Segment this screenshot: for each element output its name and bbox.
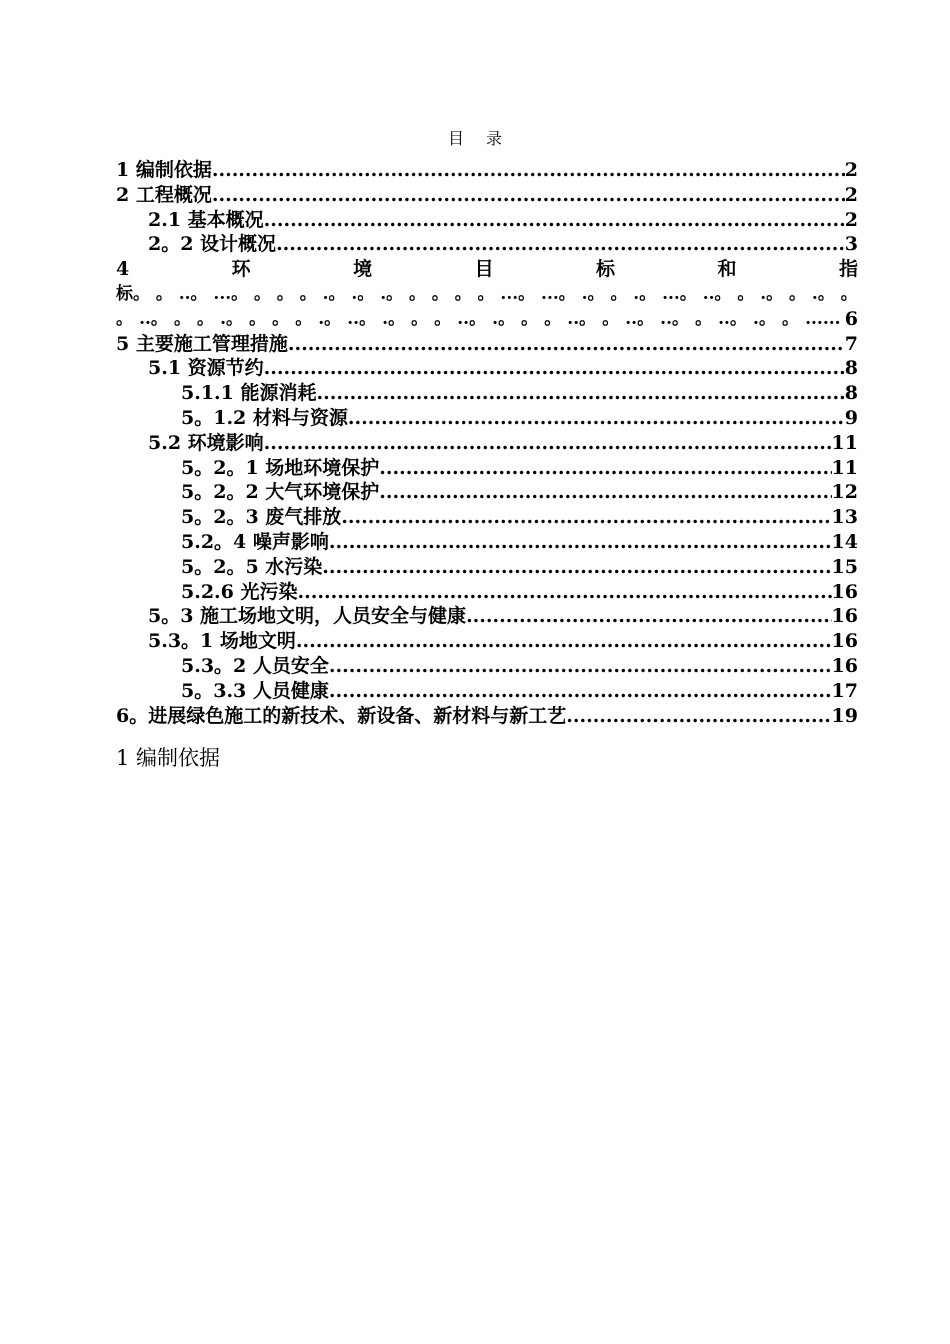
toc-entry-4-token: .。: [633, 283, 657, 304]
toc-entry-4-token: 。: [411, 308, 429, 329]
toc-leader-dots: [317, 381, 845, 406]
toc-entry-4-token: .。: [318, 308, 342, 329]
toc-entry[interactable]: [116, 555, 858, 580]
toc-entry-4-token: 标: [596, 258, 616, 281]
toc-entry-4-token: ..。: [347, 308, 377, 329]
toc-leader-dots: [329, 679, 832, 704]
toc-entry-4-token: 。: [610, 283, 628, 304]
toc-entry-label: 5.3。1 场地文明: [148, 630, 296, 653]
toc-entry-4-token: 。: [521, 308, 539, 329]
toc-entry-4-token: 。: [197, 308, 215, 329]
toc-entry-page: 19: [831, 704, 858, 727]
toc-entry-page: 17: [831, 679, 858, 702]
toc-leader-dots: [566, 704, 831, 729]
toc-entry-4-token: 。: [840, 283, 858, 304]
toc-entry-label: 5。3.3 人员健康: [181, 679, 329, 702]
toc-entry-4-token: ..。: [178, 283, 208, 304]
toc-entry[interactable]: [116, 654, 858, 679]
toc-entry-4-token: 。: [295, 308, 313, 329]
toc-entry[interactable]: [116, 629, 858, 654]
toc-entry-4-token: ..。: [718, 308, 747, 329]
toc-entry-4-token: ..。: [457, 308, 487, 329]
toc-entry-4-token: ..。: [625, 308, 655, 329]
toc-entry-label: 5。3 施工场地文明，人员安全与健康: [148, 605, 467, 628]
toc-leader-dots: [264, 431, 832, 456]
toc-entry[interactable]: [116, 456, 858, 481]
toc-entry-label: 5。2。1 场地环境保护: [181, 456, 380, 479]
toc-entry[interactable]: [116, 580, 858, 605]
toc-entry-4-token: 。: [408, 283, 426, 304]
toc-entry-page: 15: [831, 555, 858, 578]
toc-entry-label: 2。2 设计概况: [148, 233, 277, 256]
toc-entry-page: 8: [844, 382, 858, 405]
toc-entry-page: 2: [844, 183, 858, 206]
toc-entry-4-token: ..。: [139, 308, 168, 329]
toc-entry-4-line-2: [116, 282, 858, 307]
toc-leader-dots: [466, 604, 831, 629]
toc-leader-dots: [329, 654, 832, 679]
toc-entry-4-token: 4: [116, 258, 130, 281]
toc-leader-dots: [264, 356, 845, 381]
toc-entry-4-token: ...。: [213, 283, 249, 304]
toc-entry[interactable]: [116, 679, 858, 704]
toc-entry-4-token: .。: [492, 308, 516, 329]
toc-entry-4-token: ...。: [500, 283, 536, 304]
toc-entry-4-token: 。: [737, 283, 755, 304]
toc-entry-page: 3: [844, 233, 858, 256]
toc-entry-4-token: 目: [474, 258, 494, 281]
toc-entry-4-token: 。: [434, 308, 452, 329]
toc-entry[interactable]: [116, 381, 858, 406]
toc-leader-dots: [379, 456, 831, 481]
toc-leader-dots: [298, 580, 832, 605]
toc-entry-4-token: ..。: [702, 283, 732, 304]
toc-entry[interactable]: [116, 704, 858, 729]
toc-entry[interactable]: [116, 505, 858, 530]
toc-entry[interactable]: [116, 356, 858, 381]
toc-entry-4-token: .。: [220, 308, 244, 329]
toc-entry-4-token: ...。: [541, 283, 576, 304]
toc-entry-page: 13: [831, 506, 858, 529]
toc-title-char-2: 录: [486, 129, 503, 148]
toc-leader-dots: [212, 183, 845, 208]
toc-entry-4-token: 和: [717, 258, 737, 281]
toc-entry-page: 11: [831, 431, 858, 454]
toc-entry-4-token: .。: [811, 283, 835, 304]
toc-leader-dots: [329, 530, 832, 555]
toc-entry-page: 16: [831, 654, 858, 677]
toc-entry-label: 2 工程概况: [116, 183, 212, 206]
toc-entry-4-token: 。: [249, 308, 267, 329]
toc-entry-4-token: 。: [431, 283, 449, 304]
toc-entry-label: 5。2。2 大气环境保护: [181, 481, 380, 504]
toc-leader-dots: [276, 232, 845, 257]
toc-entry-4-token: .。: [753, 308, 776, 329]
toc-entry-page: 16: [831, 630, 858, 653]
toc-entry-4-token: .。: [380, 283, 404, 304]
toc-entry-label: 5.1.1 能源消耗: [181, 382, 317, 405]
toc-title-char-1: 目: [447, 129, 464, 148]
toc-entry-4-token: .。: [760, 283, 784, 304]
toc-entry-4-token: 。: [789, 283, 807, 304]
toc-entry-4-token: 。: [602, 308, 620, 329]
toc-entry-4-token: 。: [254, 283, 272, 304]
toc-entry-4-token: ...。: [662, 283, 697, 304]
toc-entry[interactable]: [116, 208, 858, 233]
toc-leader-dots: [296, 629, 832, 654]
toc-entry-4-token: ..。: [567, 308, 597, 329]
toc-entry-label: 6。进展绿色施工的新技术、新设备、新材料与新工艺: [116, 704, 567, 727]
toc-entry-4-token: 。: [276, 283, 294, 304]
toc-entry-4-token: 。: [116, 308, 133, 329]
toc-title: [0, 126, 950, 149]
toc-entry-page: 14: [831, 530, 858, 553]
toc-entry-label: 5.1 资源节约: [148, 357, 264, 380]
toc-entry-4-token: .。: [581, 283, 605, 304]
toc-entry-4-token: 。: [299, 283, 317, 304]
toc-entry-4-token: 。: [173, 308, 191, 329]
toc-entry[interactable]: [116, 406, 858, 431]
toc-entry-4-token: .。: [382, 308, 406, 329]
toc-entry-page: 2: [844, 159, 858, 181]
toc-entry-4-token: .。: [322, 283, 346, 304]
toc-entry-page: 16: [831, 605, 858, 628]
toc-entry-page: 16: [831, 580, 858, 603]
toc-entry-4-token: 。: [272, 308, 290, 329]
toc-entry-4-token: 标。: [116, 283, 150, 304]
toc-entry-page: 2: [844, 208, 858, 231]
toc-leader-dots: [341, 505, 831, 530]
toc-entry-4-token: 环: [231, 258, 251, 281]
toc-entry-label: 5.2。4 噪声影响: [181, 530, 329, 553]
toc-entry-4-justified[interactable]: [116, 257, 858, 331]
toc-leader-dots: [264, 208, 845, 233]
toc-entry-4-token: .。: [351, 283, 375, 304]
toc-entry-4-token: 。: [695, 308, 713, 329]
toc-entry-4-line-1: [116, 257, 858, 282]
toc-entry-4-line-3: [116, 307, 858, 332]
section-heading: 1 编制依据: [116, 746, 221, 770]
toc-entry[interactable]: [116, 158, 858, 183]
toc-leader-dots: [288, 332, 845, 357]
toc-entry-page: 6: [844, 307, 858, 330]
toc-entry-label: 5.3。2 人员安全: [181, 654, 329, 677]
toc-entry-4-token: 。: [477, 283, 495, 304]
toc-entry-4-token: 。: [454, 283, 472, 304]
toc-entry-label: 2.1 基本概况: [148, 208, 264, 231]
toc-entry[interactable]: [116, 604, 858, 629]
toc-entry-page: 8: [844, 357, 858, 380]
toc-entry-label: 5 主要施工管理措施: [116, 332, 288, 355]
toc-entry-label: 5。2。3 废气排放: [181, 506, 342, 529]
toc-entry-label: 5.2 环境影响: [148, 431, 264, 454]
toc-entry-page: 11: [831, 456, 858, 479]
toc-entry[interactable]: [116, 232, 858, 257]
toc-entry-4-token: 。: [155, 283, 173, 304]
toc-entry[interactable]: [116, 332, 858, 357]
toc-entry[interactable]: [116, 431, 858, 456]
toc-entry-label: 5。1.2 材料与资源: [181, 406, 348, 429]
toc-entry-page: 9: [844, 406, 858, 429]
toc-leader-dots: [322, 555, 831, 580]
toc-entry-page: 7: [844, 332, 858, 355]
toc-entry-4-line-3-sequence: [116, 307, 845, 332]
toc-entry-4-token: ..。: [660, 308, 689, 329]
toc-entry-label: 1 编制依据: [116, 159, 212, 181]
toc-entry-label: 5。2。5 水污染: [181, 555, 323, 578]
toc-entry[interactable]: [116, 480, 858, 505]
toc-leader-dots: [379, 480, 831, 505]
toc-entry-page: 12: [831, 481, 858, 504]
toc-entry[interactable]: [116, 183, 858, 208]
toc-entry-label: 5.2.6 光污染: [181, 580, 298, 603]
toc-entry-4-token: 境: [353, 258, 373, 281]
toc-entry-4-token: 指: [838, 258, 858, 281]
toc-entries-after: [116, 332, 858, 729]
toc-entry-4-token: 。: [782, 308, 800, 329]
table-of-contents: [116, 158, 858, 728]
toc-entry[interactable]: [116, 530, 858, 555]
toc-entry-4-token: ......: [805, 308, 841, 329]
toc-entry-4-token: 。: [544, 308, 562, 329]
toc-leader-dots: [348, 406, 845, 431]
toc-leader-dots: [212, 158, 845, 183]
